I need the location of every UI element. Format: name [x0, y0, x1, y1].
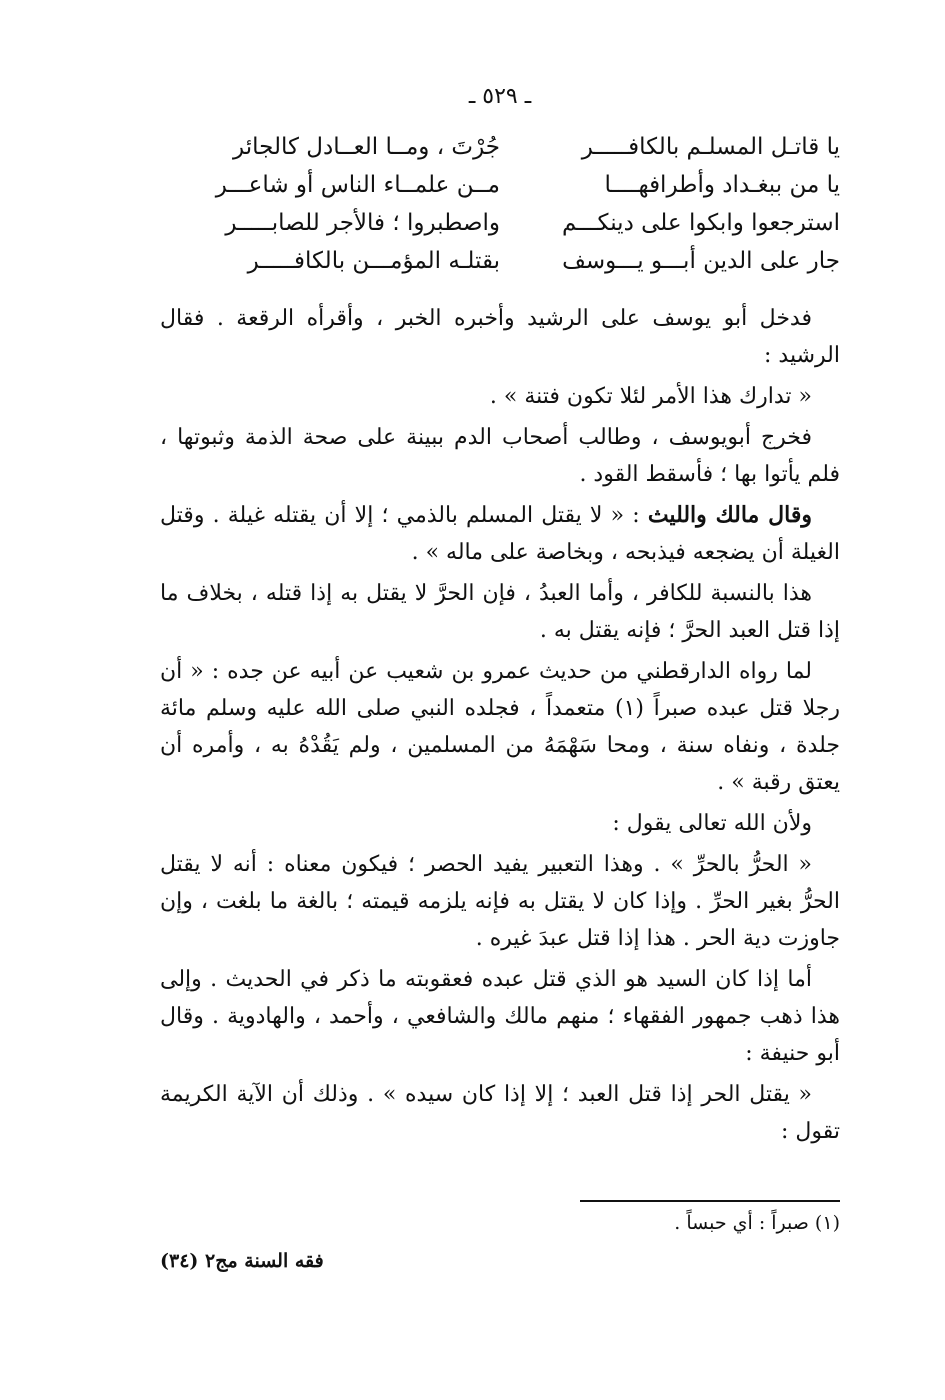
- footnote-divider: [580, 1200, 840, 1202]
- verse-first-hemistich: يا قاتـل المسلـم بالكافـــــر: [581, 134, 840, 160]
- footer-signature: فقه السنة مج٢ (٣٤): [160, 1250, 324, 1272]
- verse-second-hemistich: مــن علمــاء الناس أو شاعـــر: [215, 172, 500, 198]
- poem: [160, 128, 840, 280]
- document-page: [160, 0, 840, 1400]
- poem-verse: [160, 166, 840, 204]
- poem-verse: [160, 242, 840, 280]
- footnote: (١) صبراً : أي حبساً .: [674, 1212, 840, 1234]
- paragraph: [160, 497, 840, 571]
- paragraph: أما إذا كان السيد هو الذي قتل عبده فعقوبته ما ذكر في الحديث . وإلى هذا ذهب جمهور الفقهاء ؛ منهم مالك والشافعي ، وأحمد ، والهادوية . وقال أبو حنيفة :: [160, 967, 840, 1066]
- paragraph: فدخل أبو يوسف على الرشيد وأخبره الخبر ، وأقرأه الرقعة . فقال الرشيد :: [160, 306, 840, 368]
- paragraph: فخرج أبويوسف ، وطالب أصحاب الدم ببينة على صحة الذمة وثبوتها ، فلم يأتوا بها ؛ فأسقط القود .: [160, 425, 840, 487]
- verse-first-hemistich: جار على الدين أبـــو يـــوسف: [562, 248, 840, 274]
- paragraph: « الحرُّ بالحرِّ » . وهذا التعبير يفيد الحصر ؛ فيكون معناه : أنه لا يقتل الحرُّ بغير الحرِّ . وإذا كان لا يقتل به فإنه يلزمه قيمته ؛ بالغة ما بلغت ، وإن جاوزت دية الحر . هذا إذا قتل عبدَ غيره .: [160, 852, 840, 951]
- page-number: ـ ٥٢٩ ـ: [468, 84, 532, 109]
- verse-first-hemistich: يا من ببغـداد وأطرافهــــا: [604, 172, 840, 198]
- verse-second-hemistich: واصطبروا ؛ فالأجر للصابـــــر: [225, 210, 500, 236]
- verse-second-hemistich: بقتلـه المؤمـــن بالكافـــــر: [247, 248, 500, 274]
- paragraph: لما رواه الدارقطني من حديث عمرو بن شعيب عن أبيه عن جده : « أن رجلا قتل عبده صبراً (١) متعمداً ، فجلده النبي صلى الله عليه وسلم مائة جلدة ، ونفاه سنة ، ومحا سَهْمَهُ من المسلمين ، ولم يَقُدْهُ به ، وأمره أن يعتق رقبة » .: [160, 659, 841, 795]
- paragraph: هذا بالنسبة للكافر ، وأما العبدُ ، فإن الحرَّ لا يقتل به إذا قتله ، بخلاف ما إذا قتل العبد الحرَّ ؛ فإنه يقتل به .: [160, 581, 840, 643]
- body-text: [160, 300, 840, 1154]
- paragraph: ولأن الله تعالى يقول :: [612, 811, 812, 836]
- verse-second-hemistich: جُرْتَ ، ومــا العــادل كالجائر: [233, 134, 500, 160]
- poem-verse: [160, 204, 840, 242]
- bold-lead: وقال مالك والليث: [647, 502, 812, 528]
- paragraph-text: : « لا يقتل المسلم بالذمي ؛ إلا أن يقتله غيلة . وقتل الغيلة أن يضجعه فيذبحه ، وبخاصة على ماله » .: [160, 503, 840, 565]
- verse-first-hemistich: استرجعوا وابكوا على دينكـــم: [562, 210, 840, 236]
- paragraph: « تدارك هذا الأمر لئلا تكون فتنة » .: [489, 384, 812, 409]
- poem-verse: [160, 128, 840, 166]
- paragraph: « يقتل الحر إذا قتل العبد ؛ إلا إذا كان سيده » . وذلك أن الآية الكريمة تقول :: [160, 1082, 840, 1144]
